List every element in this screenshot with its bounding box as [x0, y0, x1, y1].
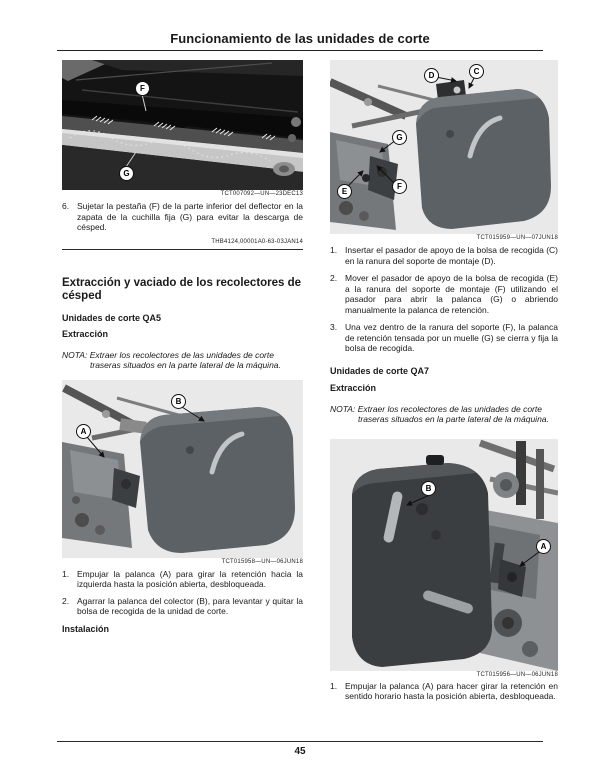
- figure-code: TCT007092—UN—23DEC13: [220, 191, 303, 197]
- figure-code: TCT015959—UN—07JUN18: [476, 235, 558, 241]
- note-text: NOTA: Extraer los recolectores de las unidades de corte traseras situados en la parte lateral de la máquina.: [330, 403, 549, 424]
- step-number: 1.: [330, 245, 338, 255]
- bag-top-latch: [426, 455, 444, 465]
- callout-C: C: [469, 64, 484, 79]
- note-text: NOTA: Extraer los recolectores de las unidades de corte traseras situados en la parte lateral de la máquina.: [62, 349, 281, 370]
- subheading-extraccion: Extracción: [330, 382, 377, 393]
- callout-G: G: [119, 166, 134, 181]
- figure-code: TCT015956—UN—06JUN18: [476, 671, 558, 678]
- instruction-step-6: [62, 201, 303, 233]
- page-title: Funcionamiento de las unidades de corte: [170, 31, 430, 46]
- instruction-step-2: [330, 273, 558, 315]
- grass-catcher-bag: [140, 407, 295, 553]
- footer-rule: [57, 741, 543, 742]
- instruction-step-1: [62, 569, 303, 590]
- step-text: Empujar la palanca (A) para girar la retención hacia la izquierda hasta la posición abierta, desbloqueada.: [77, 568, 303, 589]
- step-number: 3.: [330, 322, 338, 332]
- callout-E: E: [337, 184, 352, 199]
- step-number: 1.: [330, 680, 338, 691]
- subheading-extraccion: Extracción: [62, 328, 109, 339]
- step-text: Insertar el pasador de apoyo de la bolsa de recogida (C) en la ranura del soporte de montaje (D).: [345, 245, 558, 266]
- page-number: 45: [294, 746, 306, 757]
- catcher-install-illustration: [330, 60, 558, 234]
- callout-F: F: [392, 179, 407, 194]
- left-column: [62, 60, 303, 702]
- step-number: 2.: [62, 595, 70, 606]
- step-text: Empujar la palanca (A) para hacer girar la retención en sentido horario hasta la posición abierta, desbloqueada.: [345, 680, 558, 701]
- step-text: Mover el pasador de apoyo de la bolsa de recogida (E) a la ranura del soporte de montaje (F) utilizando el pasador para abrir la palanca (G) o abriendo manualmente la palanca de retención.: [345, 273, 558, 315]
- step-number: 1.: [62, 568, 70, 579]
- subheading-qa5: Unidades de corte QA5: [62, 312, 162, 323]
- right-column: [330, 60, 558, 702]
- qa7-catcher-illustration: [330, 439, 558, 671]
- callout-D: D: [424, 68, 439, 83]
- figure-code: TCT015958—UN—06JUN18: [221, 558, 303, 565]
- instruction-step-1-qa7: [330, 681, 558, 702]
- callout-F: F: [135, 81, 150, 96]
- figure-qa7-catcher-removal: [330, 439, 558, 678]
- page-header: [0, 0, 600, 51]
- instruction-step-3: [330, 322, 558, 354]
- section-divider: [62, 249, 303, 250]
- callout-B: B: [171, 394, 186, 409]
- section-title: Extracción y vaciado de los recolectores de césped: [62, 276, 302, 302]
- step-text: Una vez dentro de la ranura del soporte (F), la palanca de retención tensada por un muelle (G) se cierra y fija la bolsa de recogida.: [345, 322, 558, 353]
- step-text: Sujetar la pestaña (F) de la parte inferior del deflector en la zapata de la cuchilla fija (G) para evitar la descarga de césped.: [77, 201, 303, 232]
- figure-qa5-catcher-install: [330, 60, 558, 241]
- two-column-layout: [0, 51, 600, 702]
- figure-qa5-catcher-removal: [62, 380, 303, 565]
- step-text: Agarrar la palanca del colector (B), para levantar y quitar la bolsa de recogida de la unidad de corte.: [77, 595, 303, 616]
- instruction-step-1: [330, 245, 558, 266]
- document-code: THB4124,00001A0-63-03JAN14: [211, 238, 303, 245]
- callout-A: A: [76, 424, 91, 439]
- subheading-qa7: Unidades de corte QA7: [330, 365, 430, 376]
- callout-G: G: [392, 130, 407, 145]
- callout-B: B: [421, 481, 436, 496]
- instruction-step-2: [62, 596, 303, 617]
- callout-A: A: [536, 539, 551, 554]
- grass-catcher-bag: [416, 89, 551, 229]
- cutting-reel-illustration: [62, 60, 303, 190]
- step-number: 2.: [330, 273, 338, 283]
- step-number: 6.: [62, 201, 70, 211]
- subheading-instalacion: Instalación: [62, 623, 110, 634]
- figure-cutting-reel-photo: [62, 60, 303, 197]
